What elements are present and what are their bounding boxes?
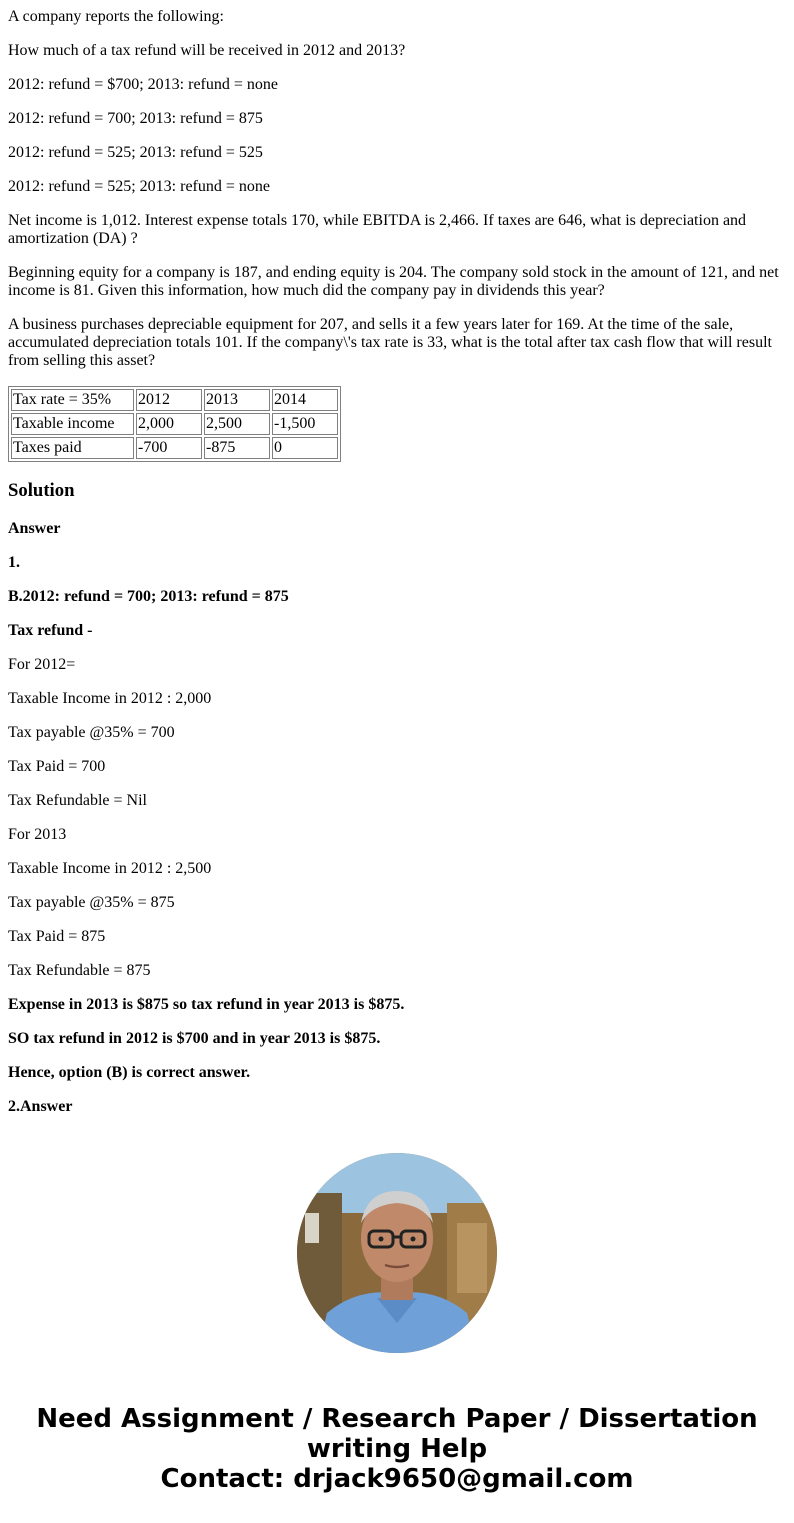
answer-label: Answer	[8, 520, 61, 537]
question-prompt: How much of a tax refund will be received in 2012 and 2013?	[8, 42, 406, 59]
solution-line: For 2013	[8, 826, 67, 843]
solution-line: Tax Refundable = Nil	[8, 792, 147, 809]
option-c: 2012: refund = 525; 2013: refund = 525	[8, 144, 263, 161]
question-da: Net income is 1,012. Interest expense totals 170, while EBITDA is 2,466. If taxes are 646, what is depreciation and amortization (DA) ?	[8, 212, 747, 247]
table-cell: 2014	[272, 389, 338, 411]
table-cell: -1,500	[272, 413, 338, 435]
solution-line: Tax Paid = 875	[8, 928, 106, 945]
option-d: 2012: refund = 525; 2013: refund = none	[8, 178, 270, 195]
solution-line: Taxable Income in 2012 : 2,500	[8, 860, 212, 877]
solution-heading: Solution	[8, 480, 75, 501]
option-a: 2012: refund = $700; 2013: refund = none	[8, 76, 278, 93]
conclusion: Expense in 2013 is $875 so tax refund in year 2013 is $875.	[8, 996, 405, 1013]
solution-line: For 2012=	[8, 656, 76, 673]
solution-line: Tax payable @35% = 875	[8, 894, 175, 911]
solution-line: Tax Paid = 700	[8, 758, 106, 775]
table-cell: 2,500	[204, 413, 270, 435]
table-cell: -875	[204, 437, 270, 459]
tax-refund-label: Tax refund -	[8, 622, 93, 639]
table-cell: 2,000	[136, 413, 202, 435]
answer-choice: B.2012: refund = 700; 2013: refund = 875	[8, 588, 289, 605]
avatar	[297, 1153, 497, 1353]
option-b: 2012: refund = 700; 2013: refund = 875	[8, 110, 263, 127]
promo-line: Need Assignment / Research Paper / Dissertation	[36, 1404, 758, 1434]
table-row	[11, 413, 338, 435]
question-dividends: Beginning equity for a company is 187, and ending equity is 204. The company sold stock in the amount of 121, and net income is 81. Given this information, how much did the company pay in dividends this year?	[8, 264, 779, 299]
table-cell: 0	[272, 437, 338, 459]
contact-email: Contact: drjack9650@gmail.com	[160, 1464, 634, 1494]
table-cell: 2013	[204, 389, 270, 411]
table-cell: -700	[136, 437, 202, 459]
conclusion: Hence, option (B) is correct answer.	[8, 1064, 251, 1081]
solution-line: Taxable Income in 2012 : 2,000	[8, 690, 212, 707]
table-row	[11, 437, 338, 459]
solution-line: Tax Refundable = 875	[8, 962, 151, 979]
solution-line: Tax payable @35% = 700	[8, 724, 175, 741]
tax-table	[8, 386, 341, 462]
next-answer-label: 2.Answer	[8, 1098, 73, 1115]
question-intro: A company reports the following:	[8, 8, 224, 25]
table-row	[11, 389, 338, 411]
conclusion: SO tax refund in 2012 is $700 and in year 2013 is $875.	[8, 1030, 381, 1047]
document-content	[8, 0, 786, 1132]
table-cell: Taxable income	[11, 413, 134, 435]
answer-number: 1.	[8, 554, 20, 571]
table-cell: 2012	[136, 389, 202, 411]
author-portrait-icon	[297, 1153, 497, 1353]
table-cell: Tax rate = 35%	[11, 389, 134, 411]
promo-text	[0, 1404, 794, 1494]
table-cell: Taxes paid	[11, 437, 134, 459]
question-asset-sale: A business purchases depreciable equipment for 207, and sells it a few years later for 169. At the time of the sale, accumulated depreciation totals 101. If the company\'s tax rate is 33, what is the total after tax cash flow that will result from selling this asset?	[8, 316, 772, 369]
promo-banner	[0, 1152, 794, 1523]
promo-line: writing Help	[306, 1434, 488, 1464]
